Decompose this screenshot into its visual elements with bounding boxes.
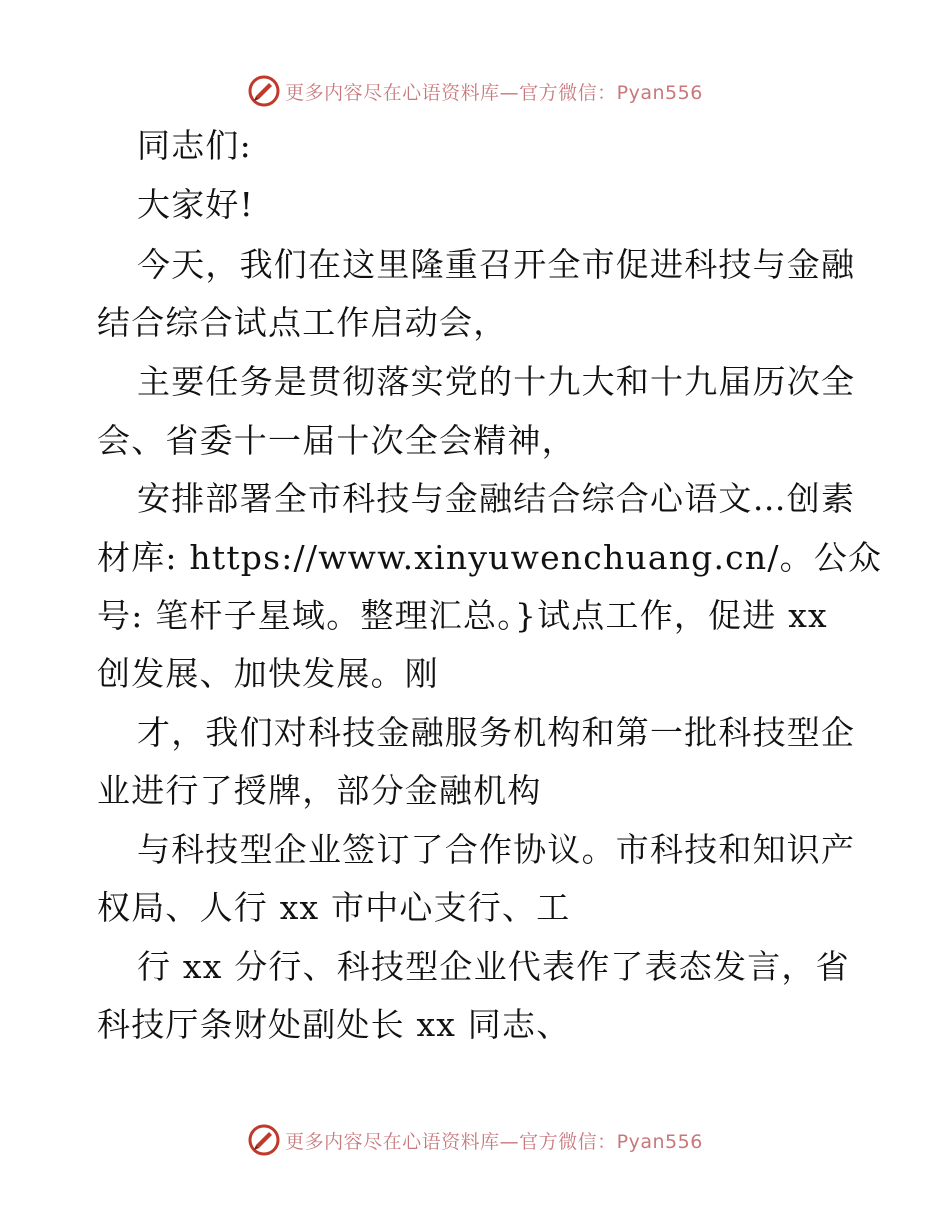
header-banner (0, 71, 950, 111)
body-line: 号: 笔杆子星域。整理汇总。}试点工作，促进 xx (97, 596, 828, 635)
body-line: 才，我们对科技金融服务机构和第一批科技型企 (137, 713, 856, 752)
body-line: 今天，我们在这里隆重召开全市促进科技与金融 (137, 245, 856, 284)
body-line: 结合综合试点工作启动会， (97, 303, 508, 342)
logo-icon (247, 74, 281, 108)
header-banner-text: 更多内容尽在心语资料库—官方微信：Pyan556 (285, 81, 703, 104)
logo-icon (247, 1123, 281, 1157)
body-line: 与科技型企业签订了合作协议。市科技和知识产 (137, 830, 856, 869)
body-line: 业进行了授牌，部分金融机构 (97, 771, 542, 810)
body-line: 安排部署全市科技与金融结合综合心语文…创素 (137, 479, 856, 518)
body-line: 会、省委十一届十次全会精神， (97, 421, 576, 460)
body-line: 科技厅条财处副处长 xx 同志、 (97, 1005, 571, 1044)
body-line: 主要任务是贯彻落实党的十九大和十九届历次全 (137, 362, 856, 401)
body-line: 行 xx 分行、科技型企业代表作了表态发言，省 (137, 947, 850, 986)
body-line: 创发展、加快发展。刚 (97, 654, 439, 693)
body-line: 大家好! (137, 185, 255, 224)
footer-banner (0, 1120, 950, 1160)
body-line: 材库: https://www.xinyuwenchuang.cn/。公众 (97, 538, 883, 577)
footer-banner-text: 更多内容尽在心语资料库—官方微信：Pyan556 (285, 1130, 703, 1153)
body-line: 同志们: (137, 126, 252, 165)
body-line: 权局、人行 xx 市中心支行、工 (97, 888, 571, 927)
